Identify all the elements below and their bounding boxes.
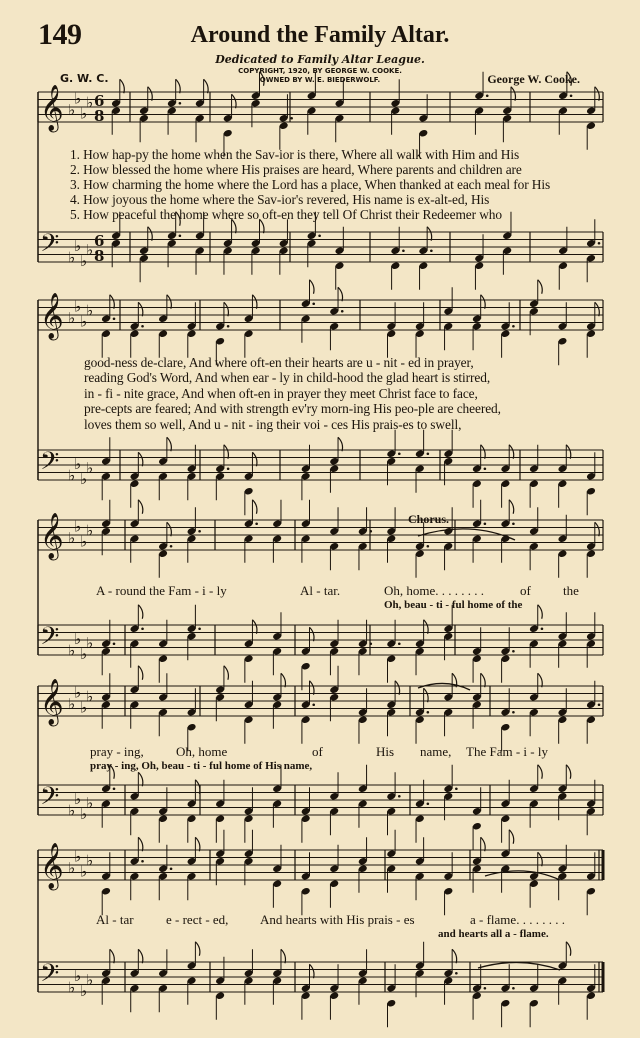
dot [141, 325, 144, 328]
note-flag [195, 942, 200, 956]
hymn-title: Around the Family Altar. [190, 22, 450, 48]
verse-5-line-1: 5. How peaceful the home where so oft-en they tell Of Christ their Redeemer who [70, 207, 502, 222]
note-flag [195, 837, 200, 851]
dot [113, 317, 116, 320]
note-flag [538, 852, 543, 866]
note-flag [481, 445, 486, 459]
note-flag [310, 627, 315, 641]
dot [255, 522, 258, 525]
note-flag [595, 522, 600, 536]
flat-sign: ♭ [74, 517, 82, 536]
chorus-lyric: Al - tar. [300, 583, 341, 598]
dot [455, 787, 458, 790]
dot [290, 117, 293, 120]
verse-3-line-1: 3. How charming the home where the Lord has a place, When thanked at each meal for His [70, 177, 551, 192]
tie-arc [478, 962, 560, 970]
flat-sign: ♭ [74, 237, 82, 255]
flat-sign: ♭ [74, 847, 82, 866]
note-flag [260, 72, 265, 86]
verse-4-line-2: pre-cepts are feared; And with strength ev'ry morn-ing His peo-ple are cheered, [84, 401, 501, 416]
note-flag [427, 227, 432, 241]
note-flag [509, 830, 514, 844]
treble-clef: 𝄞 [40, 843, 64, 889]
flat-sign: ♭ [68, 100, 76, 119]
note-flag [310, 964, 315, 978]
note-flag [566, 765, 571, 779]
note-flag [452, 949, 457, 963]
dot [141, 860, 144, 863]
treble-clef: 𝄞 [40, 513, 64, 559]
flat-sign: ♭ [74, 297, 82, 316]
chorus-lyric: of [312, 744, 323, 759]
note-flag [148, 87, 153, 101]
note-flag [310, 280, 315, 294]
dot [198, 530, 201, 533]
note-flag [224, 666, 229, 680]
chorus-alto-lyric: Oh, beau - ti - ful home of the [384, 599, 523, 611]
dot [541, 627, 544, 630]
flat-sign: ♭ [74, 89, 82, 108]
flat-sign: ♭ [68, 641, 76, 660]
note-flag [224, 445, 229, 459]
note-flag [424, 688, 429, 702]
note-flag [176, 79, 181, 93]
chorus-lyric: e - rect - ed, [166, 912, 229, 927]
flat-sign: ♭ [80, 532, 88, 551]
bass-clef: 𝄢 [40, 447, 60, 482]
note-flag [224, 302, 229, 316]
note-flag [566, 942, 571, 956]
flat-sign: ♭ [74, 630, 82, 648]
note-flag [538, 605, 543, 619]
bass-clef: 𝄢 [40, 229, 60, 264]
note-flag [509, 445, 514, 459]
flat-sign: ♭ [74, 455, 82, 473]
note-flag [148, 227, 153, 241]
dot [512, 325, 515, 328]
flat-sign: ♭ [68, 694, 76, 713]
flat-sign: ♭ [74, 790, 82, 808]
dot [570, 94, 573, 97]
dot [227, 467, 230, 470]
verse-3-line-2: in - fi - nite grace, And when oft-en in prayer they meet Christ face to face, [84, 386, 478, 401]
note-flag [595, 87, 600, 101]
dot [369, 642, 372, 645]
dot [455, 972, 458, 975]
time-signature-top: 6 [94, 92, 105, 110]
dot [179, 234, 182, 237]
note-flag [338, 287, 343, 301]
dot [170, 545, 173, 548]
note-flag [511, 87, 515, 101]
dot [430, 249, 433, 252]
chorus-lyric: Oh, home [176, 744, 228, 759]
chorus-label: Chorus. [408, 512, 450, 526]
chorus-lyric: name, [420, 744, 452, 759]
flat-sign: ♭ [80, 252, 88, 270]
composer-credit: G. W. C. [60, 72, 109, 85]
flat-sign: ♭ [86, 793, 94, 812]
dot [141, 627, 144, 630]
verse-2-line-1: 2. How blessed the home where His praises are heard, Where parents and children are [70, 162, 522, 177]
note-flag [138, 500, 143, 514]
flat-sign: ♭ [86, 687, 94, 706]
note-flag [424, 620, 429, 634]
chorus-lyric: The Fam - i - ly [466, 744, 548, 759]
note-flag [232, 94, 237, 108]
note-flag [167, 295, 172, 309]
flat-sign: ♭ [68, 858, 76, 877]
note-flag [110, 949, 115, 963]
dot [427, 452, 430, 455]
note-flag [538, 765, 543, 779]
time-signature-top: 6 [94, 232, 105, 250]
treble-clef: 𝄞 [40, 679, 64, 725]
dot [312, 703, 315, 706]
note-flag [281, 949, 286, 963]
bass-clef: 𝄢 [40, 782, 60, 817]
time-signature-bottom: 8 [94, 107, 105, 125]
note-flag [566, 445, 571, 459]
chorus-alto-lyric: and hearts all a - flame. [438, 928, 549, 940]
note-flag [481, 837, 486, 851]
dot [486, 94, 489, 97]
dot [512, 711, 515, 714]
dot [427, 802, 430, 805]
note-flag [120, 79, 125, 93]
flat-sign: ♭ [68, 978, 76, 997]
note-flag [509, 500, 514, 514]
ownership-notice: OWNED BY W. E. BIEDERWOLF. [259, 76, 381, 84]
dot [369, 530, 372, 533]
dot [598, 242, 601, 245]
chorus-lyric: His [376, 744, 395, 759]
note-flag [167, 437, 172, 451]
flat-sign: ♭ [86, 521, 94, 540]
chorus-lyric: A - round the Fam - i - ly [96, 583, 227, 598]
note-flag [338, 437, 343, 451]
dot [484, 987, 487, 990]
tie-arc [418, 529, 515, 540]
verse-2-line-2: reading God's Word, And when ear - ly in child-hood the glad heart is stirred, [84, 370, 491, 385]
dot [512, 650, 515, 653]
author-credit: George W. Cooke. [487, 72, 580, 86]
note-flag [138, 605, 143, 619]
chorus-lyric: the [563, 583, 579, 598]
tie-arc [418, 683, 470, 690]
flat-sign: ♭ [80, 104, 88, 123]
chorus-lyric: And hearts with His prais - es [260, 912, 415, 927]
flat-sign: ♭ [80, 312, 88, 331]
note-flag [538, 673, 543, 687]
flat-sign: ♭ [68, 466, 76, 485]
dot [427, 711, 430, 714]
note-flag [138, 666, 143, 680]
dot [398, 452, 401, 455]
dot [484, 522, 487, 525]
note-flag [252, 452, 257, 466]
chorus-lyric: of [520, 583, 531, 598]
note-flag [281, 673, 286, 687]
note-flag [110, 295, 115, 309]
chorus-lyric: pray - ing, [90, 744, 144, 759]
flat-sign: ♭ [68, 801, 76, 820]
dot [427, 545, 430, 548]
dot [512, 522, 515, 525]
dot [113, 787, 116, 790]
dot [398, 795, 401, 798]
dot [318, 234, 321, 237]
dot [598, 703, 601, 706]
flat-sign: ♭ [80, 862, 88, 881]
flat-sign: ♭ [86, 970, 94, 989]
flat-sign: ♭ [68, 528, 76, 547]
chorus-lyric: Oh, home. . . . . . . . [384, 583, 485, 598]
flat-sign: ♭ [74, 967, 82, 985]
dot [312, 302, 315, 305]
note-flag [138, 452, 143, 466]
flat-sign: ♭ [68, 248, 76, 267]
note-flag [595, 302, 600, 316]
dot [170, 867, 173, 870]
note-flag [204, 79, 209, 93]
verse-4-line-1: 4. How joyous the home where the Sav-ior's revered, His name is ex-alt-ed, His [70, 192, 490, 207]
dot [227, 325, 230, 328]
note-flag [567, 72, 572, 86]
flat-sign: ♭ [80, 470, 88, 488]
note-flag [395, 681, 400, 695]
note-flag [252, 500, 257, 514]
note-flag [310, 681, 315, 695]
dot [398, 642, 401, 645]
flat-sign: ♭ [86, 458, 94, 477]
dot [113, 642, 116, 645]
dot [341, 310, 344, 313]
treble-clef: 𝄞 [40, 85, 64, 131]
flat-sign: ♭ [86, 633, 94, 652]
note-flag [167, 522, 172, 536]
note-flag [481, 295, 486, 309]
time-signature-bottom: 8 [94, 247, 105, 265]
flat-sign: ♭ [86, 851, 94, 870]
note-flag [481, 673, 486, 687]
note-flag [138, 949, 143, 963]
treble-clef: 𝄞 [40, 293, 64, 339]
bass-clef: 𝄢 [40, 959, 60, 994]
chorus-alto-lyric: pray - ing, Oh, beau - ti - ful home of His name, [90, 760, 313, 772]
flat-sign: ♭ [86, 240, 94, 259]
hymn-number: 149 [38, 18, 82, 51]
verse-1-line-2: good-ness de-clare, And where oft-en their hearts are u - nit - ed in prayer, [84, 355, 474, 370]
copyright-notice: COPYRIGHT, 1920, BY GEORGE W. COOKE. [238, 67, 402, 75]
flat-sign: ♭ [80, 698, 88, 717]
note-flag [138, 302, 143, 316]
dedication: Dedicated to Family Altar League. [215, 53, 425, 66]
note-flag [252, 295, 257, 309]
note-flag [195, 780, 200, 794]
verse-1-line-1: 1. How hap-py the home when the Sav-ior is there, Where all walk with Him and His [70, 147, 520, 162]
flat-sign: ♭ [68, 308, 76, 327]
flat-sign: ♭ [80, 982, 88, 1000]
dot [198, 627, 201, 630]
flat-sign: ♭ [80, 805, 88, 823]
flat-sign: ♭ [86, 93, 94, 112]
note-flag [138, 837, 143, 851]
note-flag [252, 620, 257, 634]
dot [179, 102, 182, 105]
dot [512, 987, 515, 990]
bass-clef: 𝄢 [40, 622, 60, 657]
dot [402, 249, 405, 252]
flat-sign: ♭ [80, 645, 88, 663]
flat-sign: ♭ [86, 301, 94, 320]
note-flag [138, 772, 143, 786]
dot [484, 467, 487, 470]
flat-sign: ♭ [74, 683, 82, 702]
chorus-lyric: a - flame. . . . . . . . [470, 912, 565, 927]
chorus-lyric: Al - tar [96, 912, 134, 927]
note-flag [538, 280, 543, 294]
verse-5-line-2: loves them so well, And u - nit - ing their voi - ces His prais-es to swell, [84, 417, 462, 432]
